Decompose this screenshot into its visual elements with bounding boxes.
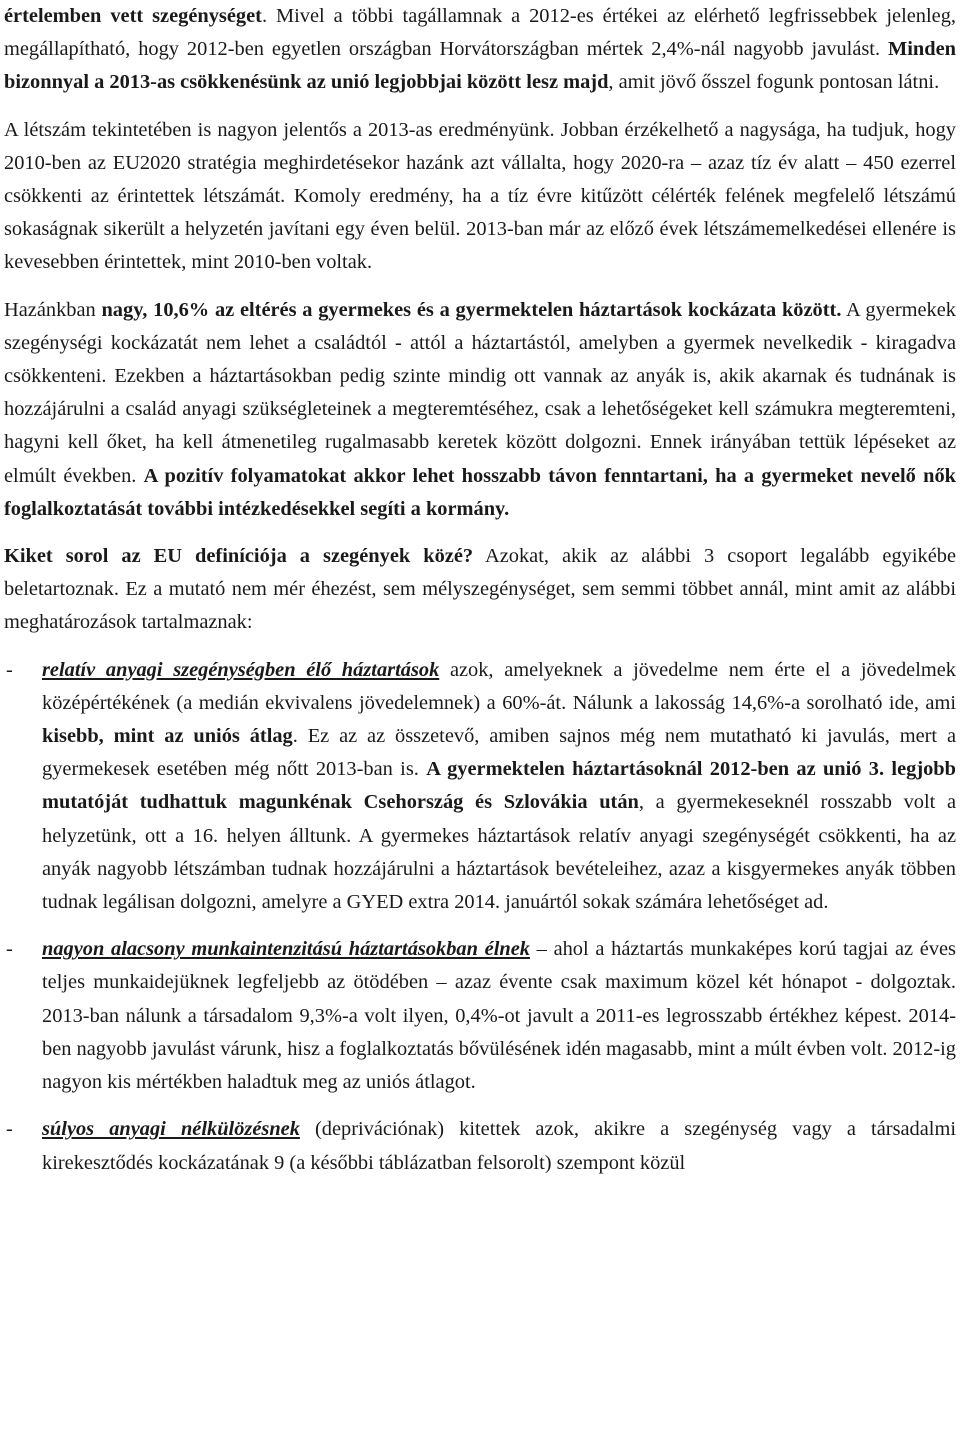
term-material-deprivation: súlyos anyagi nélkülözésnek <box>42 1118 300 1141</box>
list-item: - relatív anyagi szegénységben élő háztartások azok, amelyeknek a jövedelme nem érte el a jövedelmek középértékének (a medián ekvivalens jövedelemnek) a 60%-át. Nálunk a lakosság 14,6%-a sorolható ide, ami kisebb, mint az uniós átlag. Ez az az összetevő, amiben sajnos még nem mutatható ki javulás, mert a gyermekesek esetében még nőtt 2013-ban is. A gyermektelen háztartásoknál 2012-ben az unió 3. legjobb mutatóját tudhattuk magunkénak Csehország és Szlovákia után, a gyermekeseknél rosszabb volt a helyzetünk, ott a 16. helyen álltunk. A gyermekes háztartások relatív anyagi szegénységét csökkenti, ha az anyák nagyobb létszámban tudnak hozzájárulni a háztartások bevételeihez, azaz a kisgyermekes anyák többen tudnak legálisan dolgozni, amelyre a GYED extra 2014. januártól sokak számára lehetőséget ad. <box>6 658 957 914</box>
paragraph-eu-definition: Kiket sorol az EU definíciója a szegények közé? Azokat, akik az alábbi 3 csoport legalább egyikébe beletartoznak. Ez a mutató nem mér éhezést, sem mélyszegénységet, sem semmi többet annál, mint amit az alábbi meghatározások tartalmaznak: <box>4 545 956 634</box>
list-item: - súlyos anyagi nélkülözésnek (deprivációnak) kitettek azok, akikre a szegénység vagy a társadalmi kirekesztődés kockázatának 9 (a későbbi táblázatban felsorolt) szempont közül <box>6 1118 956 1174</box>
paragraph-households-with-children: Hazánkban nagy, 10,6% az eltérés a gyermekes és a gyermektelen háztartások kockázata között. A gyermekek szegénységi kockázatát nem lehet a családtól - attól a háztartástól, amelyben a gyermek nevelkedik - kiragadva csökkenteni. Ezekben a háztartásokban pedig szinte mindig ott vannak az anyák is, akik akarnak és tudnának is hozzájárulni a család anyagi szükségleteinek a megteremtéséhez, csak a lehetőségeket kell számukra megteremteni, hagyni kell őket, ha kell átmenetileg rugalmasabb keretek között dolgozni. Ennek irányában tettük lépéseket az elmúlt években. A pozitív folyamatokat akkor lehet hosszabb távon fenntartani, ha a gyermeket nevelő nők foglalkoztatását további intézkedésekkel segíti a kormány. <box>4 298 956 520</box>
paragraph-poverty-improvement: értelemben vett szegénységet. Mivel a többi tagállamnak a 2012-es értékei az elérhető legfrissebbek jelenleg, megállapítható, hogy 2012-ben egyetlen országban Horvátországban mértek 2,4%-nál nagyobb javulást. Minden bizonnyal a 2013-as csökkenésünk az unió legjobbjai között lesz majd, amit jövő ősszel fogunk pontosan látni. <box>4 5 957 94</box>
paragraph-headcount-result: A létszám tekintetében is nagyon jelentős a 2013-as eredményünk. Jobban érzékelhető a nagysága, ha tudjuk, hogy 2010-ben az EU2020 stratégia meghirdetésekor hazánk azt vállalta, hogy 2020-ra – azaz tíz év alatt – 450 ezerrel csökkenti az érintettek létszámát. Komoly eredmény, ha a tíz évre kitűzött célérték felének megfelelő létszámú sokaságnak sikerült a helyzetén javítani egy éven belül. 2013-ban már az előző évek létszámemelkedései ellenére is kevesebben érintettek, mint 2010-ben voltak. <box>4 118 956 274</box>
list-item: - nagyon alacsony munkaintenzitású háztartásokban élnek – ahol a háztartás munkaképes korú tagjai az éves teljes munkaidejüknek legfeljebb az ötödében – azaz évente csak maximum közel két hónapot - dolgoztak. 2013-ban nálunk a társadalom 9,3%-a volt ilyen, 0,4%-ot javult a 2011-es legrosszabb értékhez képest. 2014-ben nagyobb javulást várunk, hisz a foglalkoztatás bővülésének idén magasabb, mint a múlt évben volt. 2012-ig nagyon kis mértékben haladtuk meg az uniós átlagot. <box>6 938 956 1094</box>
term-relative-poverty: relatív anyagi szegénységben élő háztartások <box>42 658 440 681</box>
document-page <box>4 0 956 1180</box>
term-low-work-intensity: nagyon alacsony munkaintenzitású háztartásokban élnek <box>42 938 530 961</box>
